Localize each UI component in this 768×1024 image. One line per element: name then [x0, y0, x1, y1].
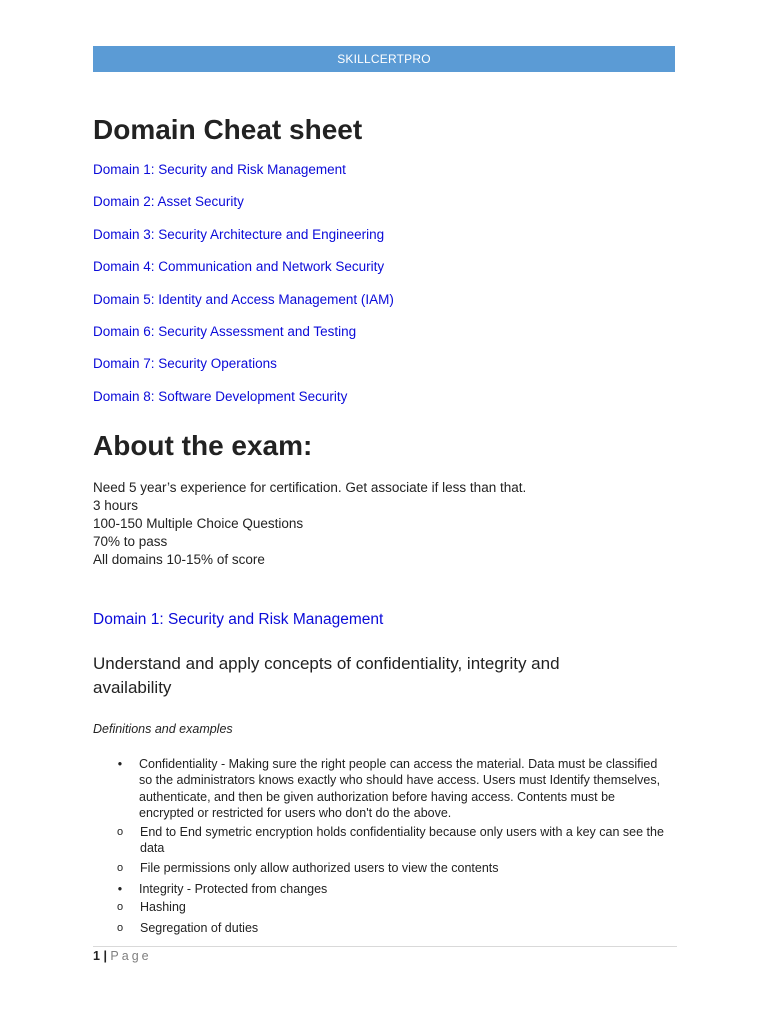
exam-fact: Need 5 year’s experience for certification. Get associate if less than that. — [93, 480, 527, 495]
toc-link-domain-2[interactable]: Domain 2: Asset Security — [93, 194, 244, 210]
toc-link-domain-4[interactable]: Domain 4: Communication and Network Security — [93, 259, 385, 275]
exam-fact: 100-150 Multiple Choice Questions — [93, 516, 304, 531]
exam-fact: All domains 10-15% of score — [93, 552, 265, 567]
definitions-list — [93, 756, 673, 940]
toc-link-domain-1[interactable]: Domain 1: Security and Risk Management — [93, 162, 346, 177]
toc-item-domain-6 — [93, 322, 394, 354]
integrity-examples — [93, 899, 673, 936]
footer-separator: | — [103, 949, 107, 963]
hollow-circle-icon: o — [116, 921, 124, 934]
toc-item-domain-3 — [93, 225, 394, 257]
bullet-dot-icon: • — [117, 881, 123, 896]
footer-divider — [93, 946, 677, 947]
toc-link-domain-3[interactable]: Domain 3: Security Architecture and Engineering — [93, 226, 385, 242]
toc-item-domain-4 — [93, 257, 394, 289]
hollow-circle-icon: o — [116, 862, 124, 875]
toc-link-domain-6[interactable]: Domain 6: Security Assessment and Testing — [93, 323, 357, 339]
exam-facts — [93, 479, 526, 569]
list-item-confidentiality — [93, 756, 673, 822]
hollow-circle-icon: o — [116, 825, 124, 838]
definitions-subheading: Definitions and examples — [93, 722, 233, 736]
about-exam-title: About the exam: — [93, 430, 313, 461]
bullet-text: Confidentiality - Making sure the right people can access the material. Data must be classified so the administrators knows exactly who should have access. Users must Identify themselves, authenticate, and then be given authorization before having access. Contents must be encrypted or restricted for users who don't do the above. — [139, 757, 661, 821]
toc-link-domain-5[interactable]: Domain 5: Identity and Access Management (IAM) — [93, 291, 394, 307]
exam-fact: 70% to pass — [93, 534, 168, 549]
toc-link-domain-8[interactable]: Domain 8: Software Development Security — [93, 388, 348, 404]
toc-item-domain-2 — [93, 192, 394, 224]
domain-1-heading: Domain 1: Security and Risk Management — [93, 611, 384, 628]
toc-item-domain-8 — [93, 387, 394, 419]
sub-list-item — [93, 920, 673, 936]
sub-list-item — [93, 860, 673, 876]
header-banner: SKILLCERTPRO — [93, 46, 675, 72]
sub-list-item — [93, 824, 673, 857]
sub-item-text: End to End symetric encryption holds confidentiality because only users with a key can see the data — [140, 824, 664, 856]
sub-item-text: Segregation of duties — [140, 920, 259, 935]
table-of-contents — [93, 160, 394, 419]
page-title: Domain Cheat sheet — [93, 114, 363, 145]
page-label: Page — [110, 949, 152, 963]
toc-item-domain-7 — [93, 354, 394, 386]
exam-fact: 3 hours — [93, 498, 139, 513]
page-number: 1 — [93, 949, 100, 963]
bullet-text: Integrity - Protected from changes — [139, 881, 328, 896]
toc-item-domain-1 — [93, 160, 394, 192]
bullet-dot-icon: • — [117, 757, 123, 771]
list-item-integrity — [93, 881, 673, 897]
sub-list-item — [93, 899, 673, 915]
toc-link-domain-7[interactable]: Domain 7: Security Operations — [93, 356, 277, 372]
cia-section-heading: Understand and apply concepts of confidentiality, integrity and availability — [93, 654, 560, 697]
page-footer — [93, 948, 152, 964]
hollow-circle-icon: o — [116, 901, 124, 914]
sub-item-text: Hashing — [140, 900, 186, 915]
confidentiality-examples — [93, 824, 673, 877]
sub-item-text: File permissions only allow authorized users to view the contents — [140, 861, 499, 876]
toc-item-domain-5 — [93, 290, 394, 322]
